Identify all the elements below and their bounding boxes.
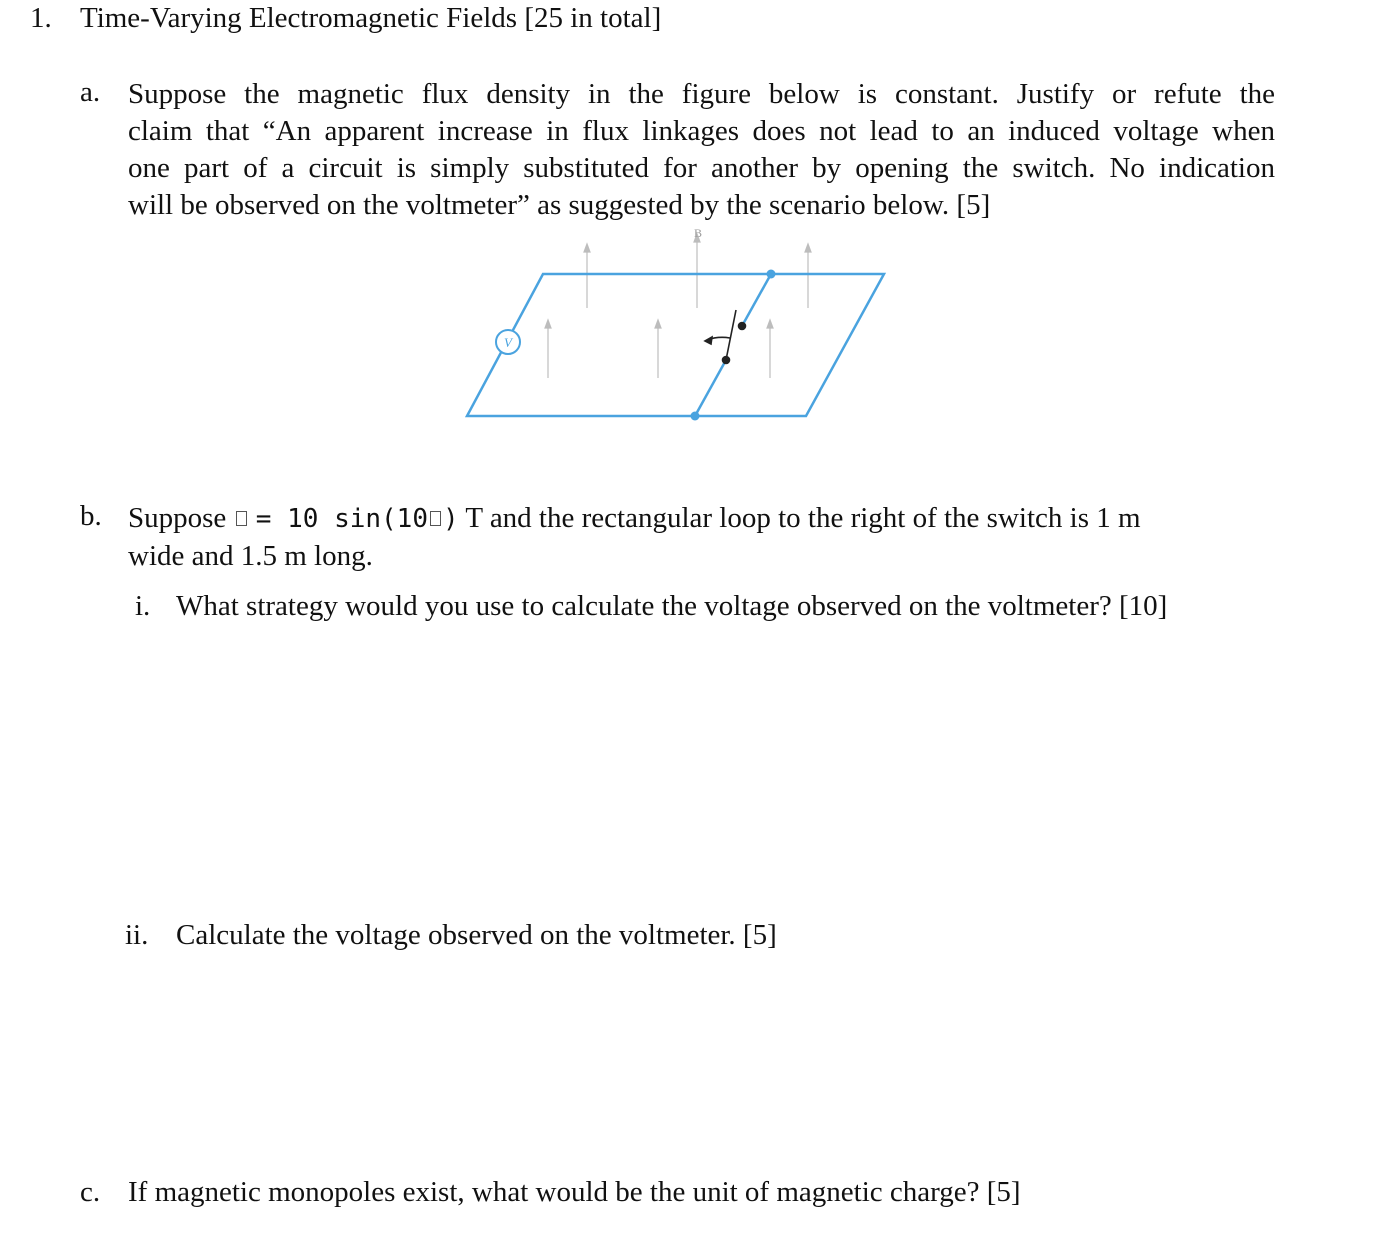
circuit-wire <box>467 274 884 416</box>
field-arrow-head <box>584 244 590 252</box>
part-b-ii-text: Calculate the voltage observed on the voltmeter. [5] <box>176 919 777 951</box>
part-b-suppose: Suppose <box>128 502 227 534</box>
part-a-line-1: Suppose the magnetic flux density in the figure below is constant. Justify or refute the <box>128 78 1275 110</box>
part-b-line-1 <box>128 500 1141 538</box>
field-arrow-head <box>545 320 551 328</box>
field-label: B <box>693 226 703 240</box>
crossbar-top <box>742 274 771 326</box>
missing-glyph-icon <box>430 511 441 526</box>
equation-end: ) <box>442 504 459 534</box>
part-b-line-2: wide and 1.5 m long. <box>128 540 373 572</box>
part-b-label: b. <box>80 500 102 532</box>
part-b-ii-label: ii. <box>125 919 149 951</box>
crossbar-bottom <box>695 360 726 416</box>
switch-icon <box>705 310 746 364</box>
part-b-i-text: What strategy would you use to calculate the voltage observed on the voltmeter? [10] <box>176 590 1168 622</box>
part-a-line-2: claim that “An apparent increase in flux linkages does not lead to an induced voltage when <box>128 115 1275 147</box>
part-a-line-4: will be observed on the voltmeter” as suggested by the scenario below. [5] <box>128 189 991 221</box>
part-a-label: a. <box>80 76 101 108</box>
part-a-line-3: one part of a circuit is simply substituted for another by opening the switch. No indication <box>128 152 1275 184</box>
part-b-text <box>128 500 1141 575</box>
part-b-loop-text: T and the rectangular loop to the right of the switch is 1 m <box>465 502 1141 534</box>
field-arrow-head <box>805 244 811 252</box>
missing-glyph-icon <box>236 511 247 526</box>
equation-start: = 10 sin(10 <box>255 504 428 534</box>
part-c-label: c. <box>80 1176 101 1208</box>
field-arrows <box>584 234 811 308</box>
part-b-i-label: i. <box>135 590 151 622</box>
field-arrow-head <box>655 320 661 328</box>
outer-loop <box>467 274 884 416</box>
field-arrow-head <box>767 320 773 328</box>
junction-bottom <box>691 412 700 421</box>
voltmeter-label: V <box>504 335 512 350</box>
question-number: 1. <box>30 2 52 34</box>
junction-top <box>767 270 776 279</box>
part-c-text: If magnetic monopoles exist, what would be the unit of magnetic charge? [5] <box>128 1176 1021 1208</box>
question-title: Time-Varying Electromagnetic Fields [25 in total] <box>80 2 662 34</box>
